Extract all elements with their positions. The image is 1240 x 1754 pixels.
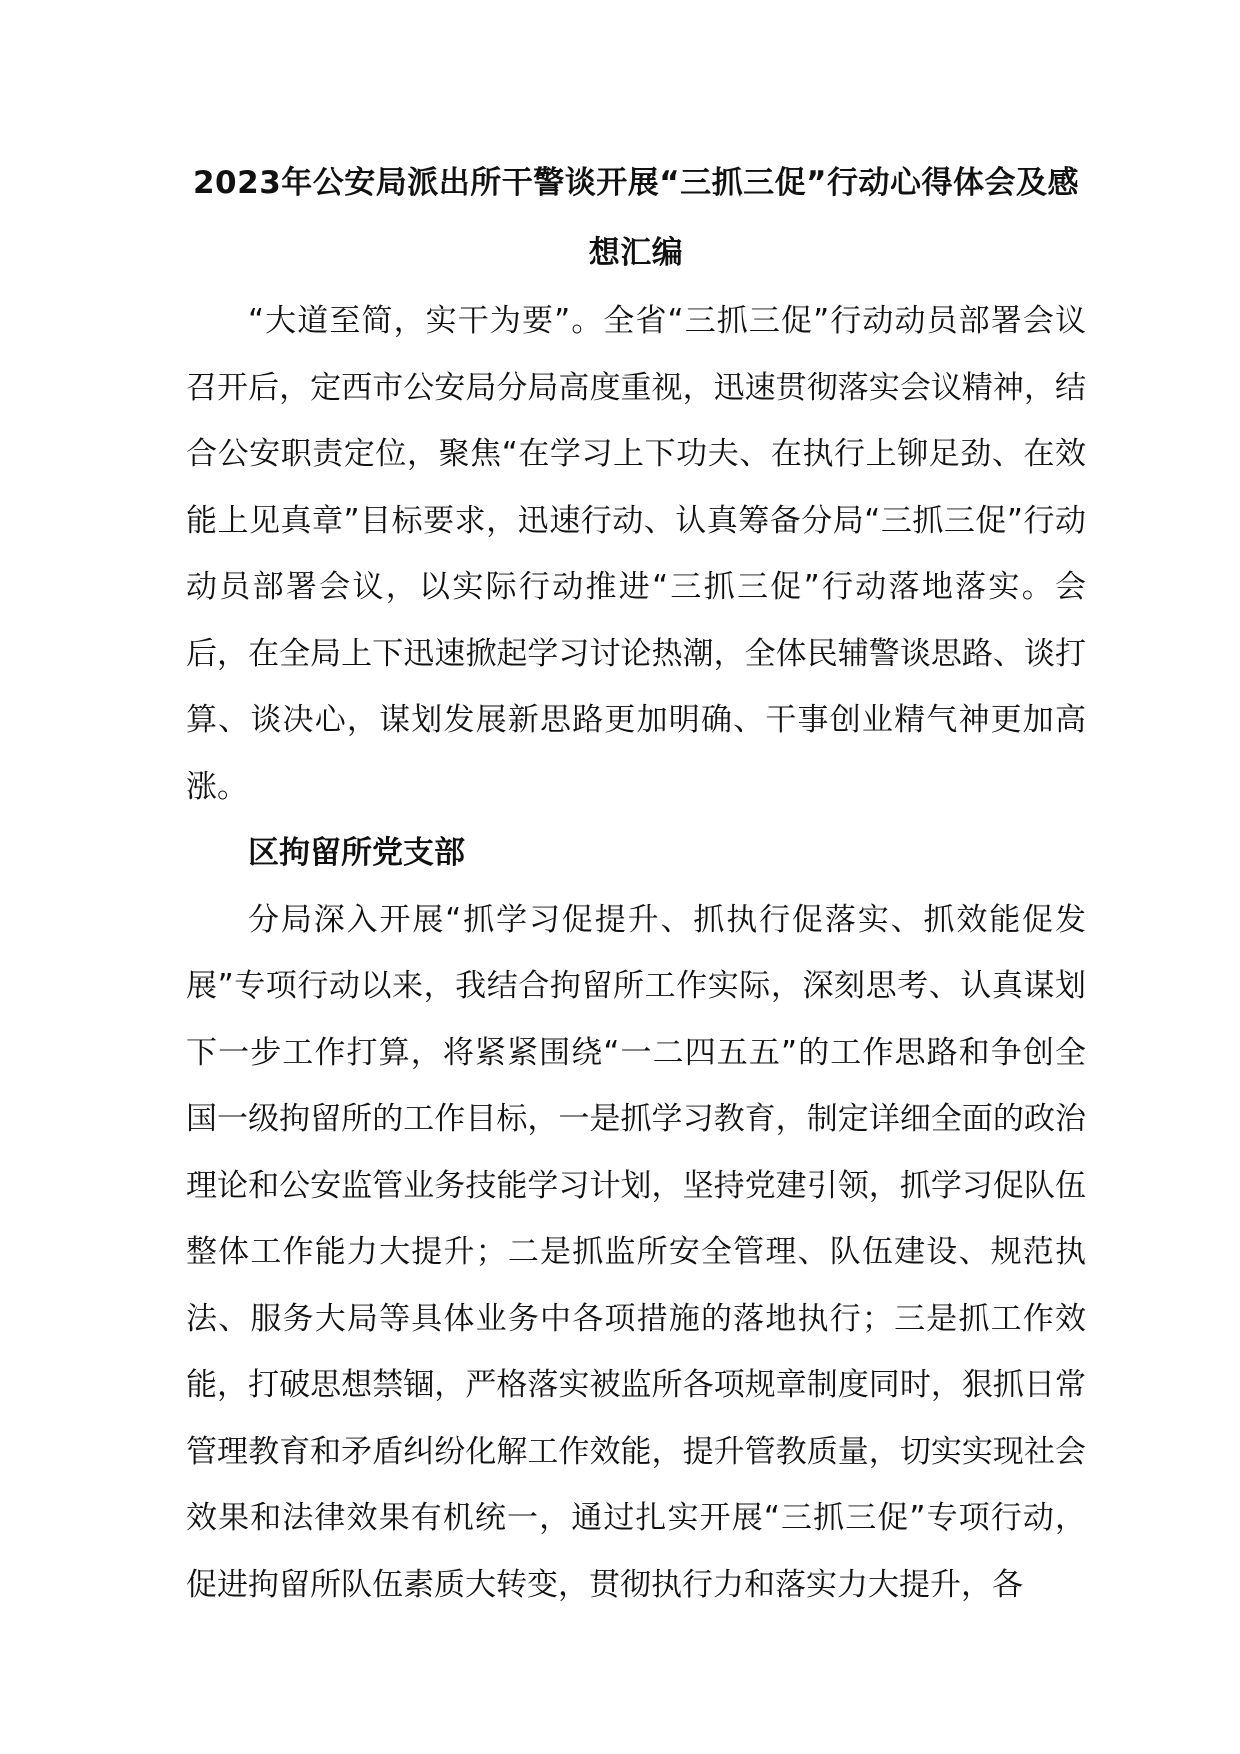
section-heading: 区拘留所党支部 [248,835,465,871]
section-paragraph: 分局深入开展“抓学习促提升、抓执行促落实、抓效能促发展”专项行动以来，我结合拘留所工作实际，深刻思考、认真谋划下一步工作打算，将紧紧围绕“一二四五五”的工作思路和争创全国一级拘留所的工作目标，一是抓学习教育，制定详细全面的政治理论和公安监管业务技能学习计划，坚持党建引领，抓学习促队伍整体工作能力大提升；二是抓监所安全管理、队伍建设、规范执法、服务大局等具体业务中各项措施的落地执行；三是抓工作效能，打破思想禁锢，严格落实被监所各项规章制度同时，狠抓日常管理教育和矛盾纠纷化解工作效能，提升管教质量，切实实现社会效果和法律效果有机统一，通过扎实开展“三抓三促”专项行动，促进拘留所队伍素质大转变，贯彻执行力和落实力大提升，各 [186,901,1086,1603]
document-page [186,148,1086,1618]
document-title: 2023年公安局派出所干警谈开展“三抓三促”行动心得体会及感想汇编 [192,165,1080,271]
intro-paragraph: “大道至简，实干为要”。全省“三抓三促”行动动员部署会议召开后，定西市公安局分局高度重视，迅速贯彻落实会议精神，结合公安职责定位，聚焦“在学习上下功夫、在执行上铆足劲、在效能上见真章”目标要求，迅速行动、认真筹备分局“三抓三促”行动动员部署会议，以实际行动推进“三抓三促”行动落地落实。会后，在全局上下迅速掀起学习讨论热潮，全体民辅警谈思路、谈打算、谈决心，谋划发展新思路更加明确、干事创业精气神更加高涨。 [186,303,1086,805]
